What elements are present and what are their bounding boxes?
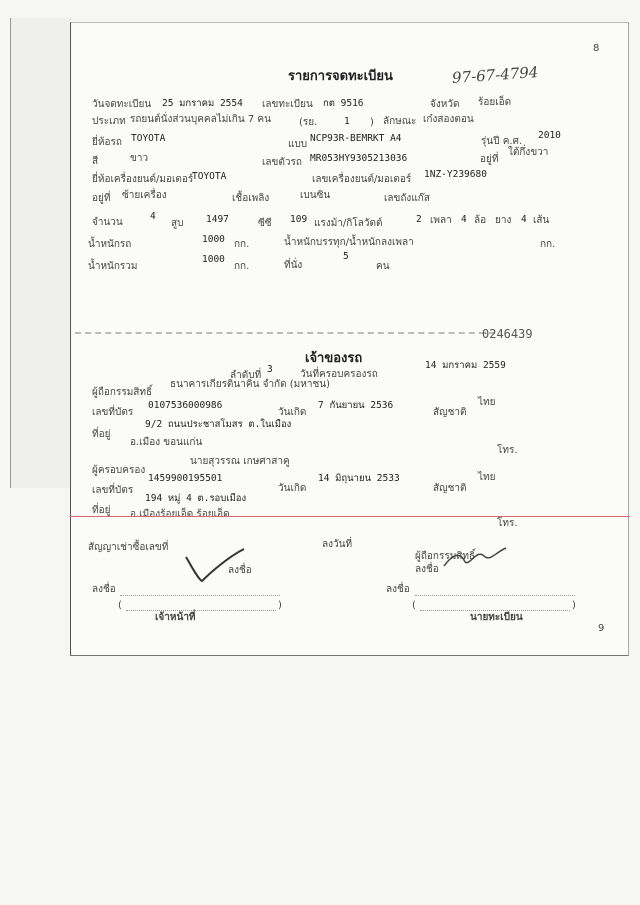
tire-unit-2: เส้น [533, 215, 550, 226]
owner-dob: 7 กันยายน 2536 [318, 400, 394, 411]
holder-nationality: ไทย [478, 472, 496, 483]
contract-date-label: ลงวันที่ [322, 539, 353, 550]
holder-address-1: 194 หมู่ 4 ต.รอบเมือง [145, 493, 247, 504]
engine-brand-label: ยี่ห้อเครื่องยนต์/มอเตอร์ [92, 174, 194, 185]
tires: 4 [521, 214, 527, 225]
vehicle-weight: 1000 [202, 234, 225, 245]
owner-sign-label: ลงชื่อ [415, 564, 439, 575]
weight-label: น้ำหนักรถ [88, 239, 132, 250]
axles: 2 [416, 214, 422, 225]
vehicle-type: รถยนต์นั่งส่วนบุคคลไม่เกิน 7 คน [130, 114, 271, 125]
registrar-title: นายทะเบียน [470, 612, 523, 623]
style-label: ลักษณะ [383, 116, 417, 127]
gross-weight-unit: กก. [234, 261, 250, 272]
red-rule [70, 516, 630, 517]
legal-owner: ธนาคารเกียรตินาคิน จำกัด (มหาชน) [170, 379, 331, 390]
holder-name: นายสุวรรณ เกษศาสาคู [190, 456, 290, 467]
handwritten-reference: 97-67-4794 [451, 63, 539, 87]
serial-stamp: 0246439 [482, 327, 533, 341]
owner-id: 0107536000986 [148, 400, 223, 411]
cylinders-label: จำนวน [92, 217, 123, 228]
chassis-location: ใต้กึ่งขวา [508, 147, 549, 158]
chassis-no: MR053HY9305213036 [310, 153, 408, 164]
color: ขาว [130, 153, 149, 164]
weight-unit: กก. [234, 239, 250, 250]
engine-loc-label: อยู่ที่ [92, 193, 111, 204]
year-label: รุ่นปี ค.ศ. [481, 136, 523, 147]
color-label: สี [92, 156, 99, 167]
gross-weight-label: น้ำหนักรวม [88, 261, 138, 272]
cc-unit: ซีซี [258, 218, 272, 229]
type-label: ประเภท [92, 116, 126, 127]
section-divider [75, 332, 495, 334]
brand: TOYOTA [131, 133, 166, 144]
reg-no-label: เลขทะเบียน [262, 99, 313, 110]
brand-label: ยี่ห้อรถ [92, 137, 122, 148]
seats-unit: คน [376, 261, 390, 272]
legal-owner-label: ผู้ถือกรรมสิทธิ์ [92, 387, 153, 398]
registrar-close-paren: ) [572, 600, 576, 611]
hp-unit: แรงม้า/กิโลวัตต์ [314, 218, 383, 229]
owner-header: เจ้าของรถ [305, 351, 363, 366]
tire-unit: ยาง [495, 215, 512, 226]
axle-unit: เพลา [430, 215, 452, 226]
fuel-label: เชื้อเพลิง [232, 193, 270, 204]
tel-label: โทร. [497, 445, 518, 456]
holder-tel-label: โทร. [497, 518, 518, 529]
wheels: 4 [461, 214, 467, 225]
order-no: 3 [267, 364, 273, 375]
holder-label: ผู้ครอบครอง [92, 465, 146, 476]
load-label: น้ำหนักบรรทุก/น้ำหนักลงเพลา [284, 237, 414, 248]
engine-no: 1NZ-Y239680 [424, 169, 487, 180]
fuel: เบนซิน [300, 190, 331, 201]
document-title: รายการจดทะเบียน [288, 69, 393, 84]
rb-value: 1 [344, 116, 350, 127]
own-date: 14 มกราคม 2559 [425, 360, 506, 371]
official-open-paren: ( [118, 600, 122, 611]
official-close-paren: ) [278, 600, 282, 611]
year: 2010 [538, 130, 561, 141]
gas-tank-label: เลขถังแก๊ส [384, 193, 430, 204]
holder-id: 1459900195501 [148, 473, 223, 484]
holder-dob: 14 มิถุนายน 2533 [318, 473, 400, 484]
contract-label: สัญญาเช่าซื้อเลขที่ [88, 542, 169, 553]
engine-cc: 1497 [206, 214, 229, 225]
official-sign-label: ลงชื่อ [228, 565, 252, 576]
owner-sig-label: ผู้ถือกรรมสิทธิ์ [415, 551, 476, 562]
registrar-open-paren: ( [412, 600, 416, 611]
engine-no-label: เลขเครื่องยนต์/มอเตอร์ [312, 174, 412, 185]
seats: 5 [343, 251, 349, 262]
province-label: จังหวัด [430, 99, 460, 110]
address-label: ที่อยู่ [92, 429, 111, 440]
model-label: แบบ [288, 139, 308, 150]
vehicle-style: เก๋งสองตอน [423, 114, 474, 125]
order-label: ลำดับที่ [230, 370, 262, 381]
holder-dob-label: วันเกิด [278, 483, 307, 494]
id-label: เลขที่บัตร [92, 407, 134, 418]
official-title: เจ้าหน้าที่ [155, 612, 196, 623]
cylinders: 4 [150, 211, 156, 222]
page-edge-shadow [10, 18, 71, 488]
province: ร้อยเอ็ด [478, 97, 512, 108]
holder-id-label: เลขที่บัตร [92, 485, 134, 496]
official-name-sign-label: ลงชื่อ [92, 584, 116, 595]
registrar-sign-label: ลงชื่อ [386, 584, 410, 595]
owner-address-2: อ.เมือง ขอนแก่น [130, 437, 203, 448]
rb-close: ) [370, 117, 374, 128]
rb-label: (รย. [299, 117, 318, 128]
model: NCP93R-BEMRKT A4 [310, 133, 402, 144]
cylinders-unit: สูบ [171, 218, 184, 229]
holder-address-label: ที่อยู่ [92, 505, 111, 516]
wheel-unit: ล้อ [474, 215, 487, 226]
owner-address-1: 9/2 ถนนประชาสโมสร ต.ในเมือง [145, 419, 292, 430]
location-label: อยู่ที่ [480, 154, 499, 165]
holder-address-2: อ.เมืองร้อยเอ็ด ร้อยเอ็ด [130, 509, 230, 520]
page-number-top: 8 [593, 43, 600, 54]
reg-date-label: วันจดทะเบียน [92, 99, 152, 110]
chassis-label: เลขตัวรถ [262, 157, 302, 168]
holder-nationality-label: สัญชาติ [433, 483, 467, 494]
page-number-bottom: 9 [598, 623, 605, 634]
gross-weight: 1000 [202, 254, 225, 265]
reg-no: กต 9516 [323, 98, 364, 109]
engine-location: ซ้ายเครื่อง [122, 190, 167, 201]
nationality-label: สัญชาติ [433, 407, 467, 418]
own-date-label: วันที่ครอบครองรถ [300, 369, 378, 380]
dob-label: วันเกิด [278, 407, 307, 418]
horsepower: 109 [290, 214, 308, 225]
engine-brand: TOYOTA [192, 171, 227, 182]
reg-date: 25 มกราคม 2554 [162, 98, 243, 109]
seats-label: ที่นั่ง [284, 260, 303, 271]
owner-nationality: ไทย [478, 397, 496, 408]
load-unit: กก. [540, 239, 556, 250]
